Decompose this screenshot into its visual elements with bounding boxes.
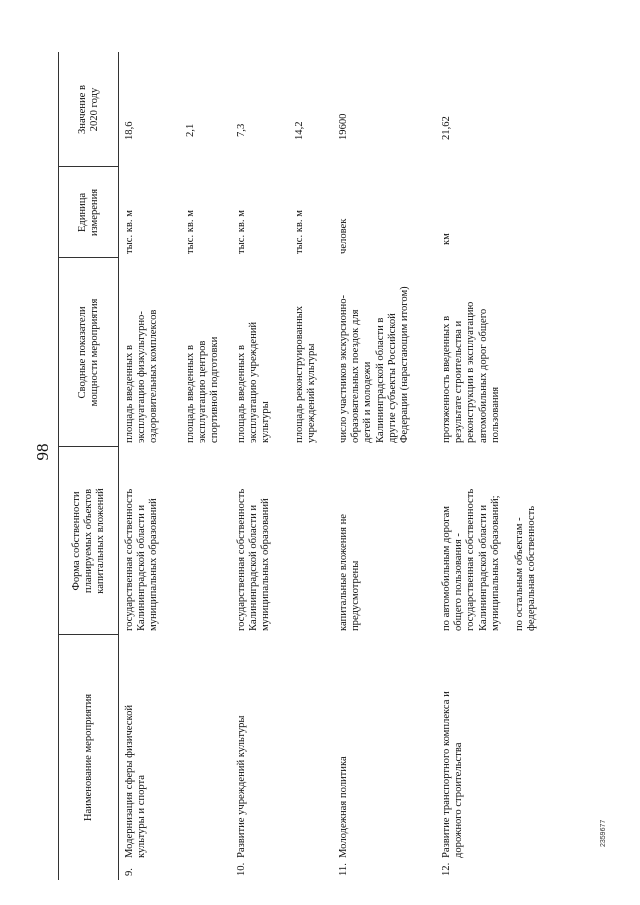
header-unit bbox=[61, 167, 117, 258]
unit: тыс. кв. м bbox=[294, 210, 305, 254]
indicator bbox=[294, 306, 318, 443]
ownership-line: государственная собственность bbox=[236, 488, 247, 631]
value: 21,62 bbox=[441, 116, 452, 140]
indicator-line: площадь введенных в bbox=[236, 345, 247, 443]
header-indicators-line: Сводные показатели bbox=[76, 306, 88, 399]
ownership-line: государственная собственность bbox=[465, 488, 477, 631]
indicator-line: автомобильных дорог общего bbox=[477, 308, 489, 443]
indicator-line: протяженность введенных в bbox=[441, 315, 452, 443]
indicator-line: число участников экскурсионно- bbox=[338, 294, 349, 443]
ownership-line: муниципальных образований; bbox=[489, 495, 501, 631]
unit: тыс. кв. м bbox=[124, 210, 135, 254]
table-top-border bbox=[58, 52, 59, 880]
ownership-line: по остальным объектам - bbox=[514, 517, 526, 631]
ownership-line: Калининградской области и bbox=[248, 504, 260, 631]
indicator-line: культуры bbox=[260, 401, 272, 443]
row-name-line: Молодежная политика bbox=[338, 756, 349, 858]
row-number: 9. bbox=[124, 868, 135, 876]
row-name-line: Модернизация сферы физической bbox=[124, 704, 135, 858]
page-number: 98 bbox=[33, 443, 52, 461]
ownership-line: по автомобильным дорогам bbox=[441, 506, 452, 631]
indicator bbox=[185, 337, 222, 443]
indicator bbox=[441, 302, 502, 443]
indicator-line: результате строительства и bbox=[453, 320, 465, 443]
row-ownership bbox=[441, 489, 538, 631]
indicator-line: детей и молодежи bbox=[362, 361, 374, 443]
indicator bbox=[124, 310, 161, 443]
value: 14,2 bbox=[294, 121, 305, 140]
header-ownership-line: планируемых объектов bbox=[82, 488, 94, 594]
header-value-line: Значение в bbox=[76, 85, 88, 134]
header-ownership-line: капитальных вложений bbox=[95, 488, 107, 594]
indicator-line: образовательных поездок для bbox=[350, 309, 362, 443]
row-name bbox=[124, 705, 148, 858]
header-name-text: Наименование мероприятия bbox=[82, 693, 94, 822]
value: 18,6 bbox=[124, 121, 135, 140]
value: 2,1 bbox=[185, 123, 196, 137]
indicator bbox=[338, 286, 411, 443]
ownership-line: предусмотрены bbox=[350, 560, 362, 631]
unit: км bbox=[441, 233, 452, 245]
indicator-line: Калининградской области в bbox=[374, 317, 386, 443]
ownership-line: Калининградской области и bbox=[477, 504, 489, 631]
value: 7,3 bbox=[236, 123, 247, 137]
header-value-line: 2020 году bbox=[89, 87, 100, 132]
header-name bbox=[61, 635, 117, 880]
ownership-line: капитальные вложения не bbox=[338, 514, 349, 631]
row-name bbox=[236, 715, 248, 858]
row-name-line: дорожного строительства bbox=[453, 742, 465, 858]
unit: тыс. кв. м bbox=[236, 210, 247, 254]
row-name-line: культуры и спорта bbox=[136, 775, 148, 858]
value: 19600 bbox=[338, 113, 349, 140]
ownership-line: государственная собственность bbox=[124, 488, 135, 631]
unit: тыс. кв. м bbox=[185, 210, 196, 254]
indicator-line: учреждений культуры bbox=[306, 343, 318, 443]
indicator-line: площадь введенных в bbox=[124, 345, 135, 443]
unit: человек bbox=[338, 218, 349, 254]
row-ownership bbox=[124, 489, 161, 631]
indicator-line: оздоровительных комплексов bbox=[148, 309, 160, 443]
indicator-line: площадь введенных в bbox=[185, 345, 196, 443]
row-name-line: Развитие учреждений культуры bbox=[236, 715, 247, 858]
ownership-line: общего пользования - bbox=[453, 533, 465, 631]
indicator bbox=[236, 322, 273, 443]
header-ownership bbox=[61, 447, 117, 635]
header-ownership-line: Форма собственности bbox=[70, 491, 82, 591]
row-ownership bbox=[236, 489, 273, 631]
header-unit-line: Единица bbox=[76, 192, 88, 233]
header-unit-line: измерения bbox=[89, 188, 100, 237]
row-ownership bbox=[338, 514, 362, 631]
document-id: 2359677 bbox=[600, 819, 607, 847]
indicator-line: эксплуатацию физкультурно- bbox=[136, 311, 148, 443]
rotated-table bbox=[58, 50, 598, 880]
indicator-line: реконструкции в эксплуатацию bbox=[465, 301, 477, 443]
indicator-line: Федерации (нарастающим итогом) bbox=[399, 286, 411, 443]
ownership-line: муниципальных образований bbox=[260, 498, 272, 631]
row-number: 11. bbox=[338, 863, 349, 876]
ownership-line: муниципальных образований bbox=[148, 498, 160, 631]
ownership-line: федеральная собственность bbox=[526, 505, 538, 631]
ownership-line-spacer bbox=[502, 489, 514, 631]
indicator-line: спортивной подготовки bbox=[209, 336, 221, 443]
indicator-line: площадь реконструированных bbox=[294, 305, 305, 443]
header-bottom-border bbox=[118, 52, 119, 880]
indicator-line: другие субъекты Российской bbox=[386, 313, 398, 443]
indicator-line: эксплуатацию учреждений bbox=[248, 321, 260, 443]
row-number: 10. bbox=[236, 862, 247, 876]
row-name-line: Развитие транспортного комплекса и bbox=[441, 691, 452, 858]
ownership-line: Калининградской области и bbox=[136, 504, 148, 631]
header-indicators bbox=[61, 258, 117, 447]
row-name bbox=[338, 756, 350, 858]
header-indicators-line: мощности мероприятия bbox=[89, 298, 100, 407]
row-number: 12. bbox=[441, 862, 452, 876]
indicator-line: эксплуатацию центров bbox=[197, 340, 209, 443]
row-name bbox=[441, 691, 465, 858]
indicator-line: пользования bbox=[489, 386, 501, 443]
header-value bbox=[61, 52, 117, 167]
